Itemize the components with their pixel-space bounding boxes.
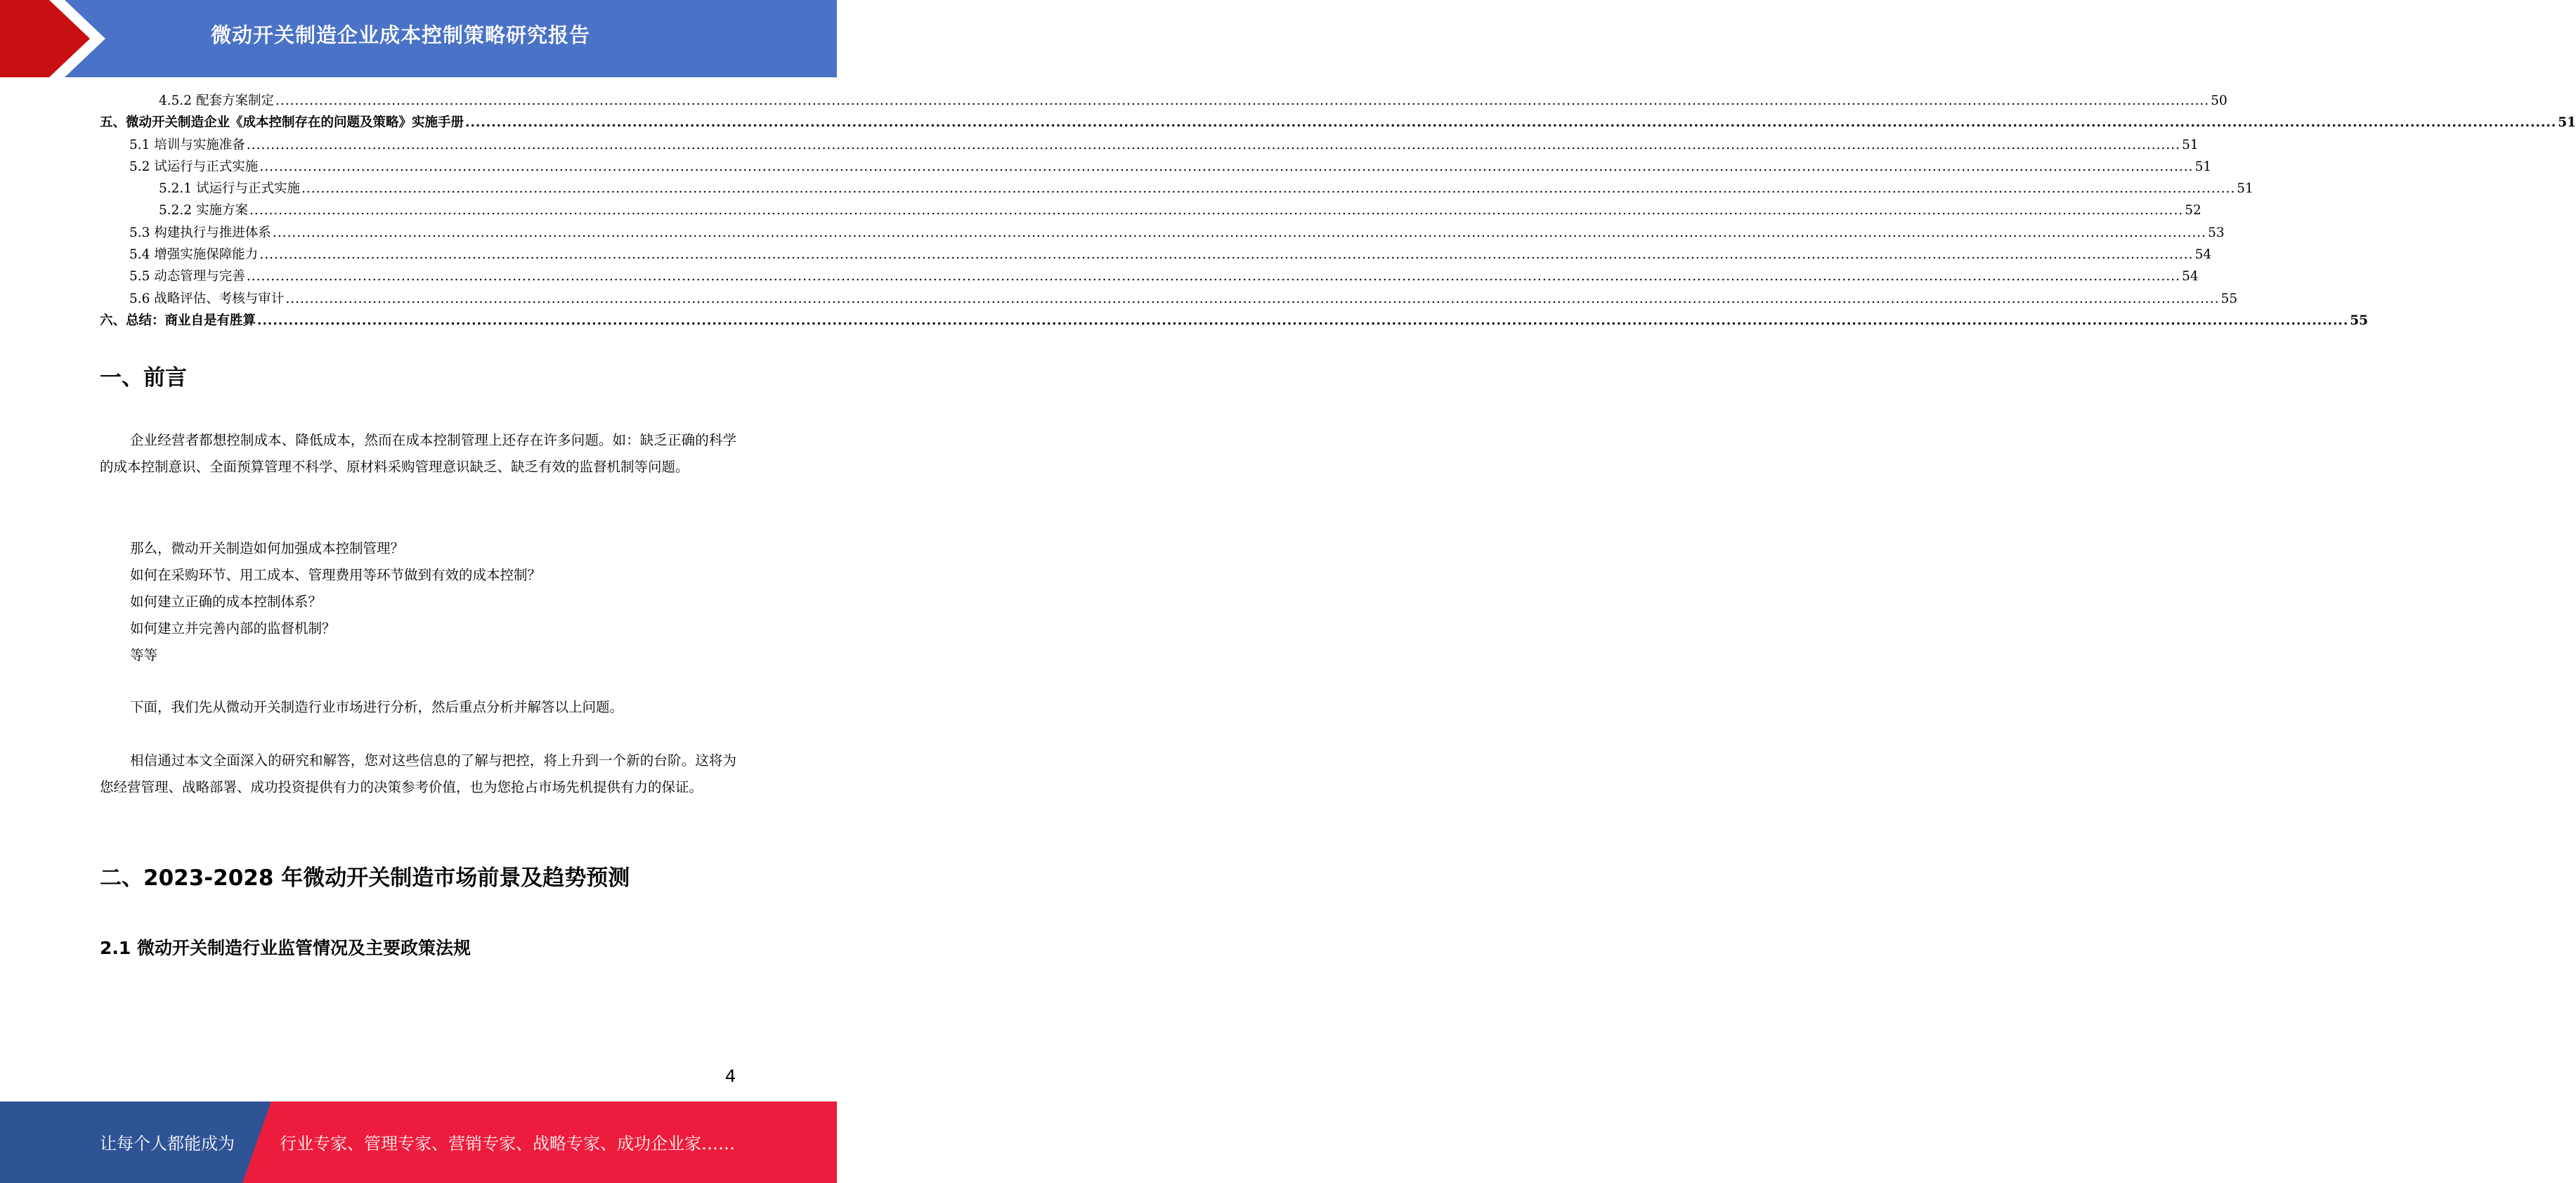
conclusion-paragraph: 相信通过本文全面深入的研究和解答，您对这些信息的了解与把控，将上升到一个新的台阶。这将为您经营管理、战略部署、成功投资提供有力的决策参考价值，也为您抢占市场先机提供有力的保证。 [100,752,736,795]
footer-slogan-right: 行业专家、管理专家、营销专家、战略专家、成功企业家…… [280,1134,735,1153]
toc-dot-leader: ................................................................................................................................................................................................................................................................................................................................................................................................................ [465,115,2557,131]
toc-entry[interactable] [100,266,2199,287]
table-of-contents [100,90,2576,332]
toc-entry-page: 55 [2350,313,2369,328]
toc-entry-label: 5.1 培训与实施准备 [129,137,245,152]
footer-slogan-left: 让每个人都能成为 [100,1134,235,1153]
toc-entry[interactable] [100,112,2576,133]
toc-entry-label: 5.6 战略评估、考核与审计 [129,291,285,306]
toc-dot-leader: ................................................................................................................................................................................................................................................................................................................................................................................................................ [246,137,2181,152]
page-header [0,0,837,77]
question-item: 如何建立正确的成本控制体系？ [130,594,323,610]
toc-entry-page: 52 [2185,203,2201,218]
toc-entry[interactable] [100,156,2212,178]
section-heading-preface: 一、前言 [100,365,187,391]
toc-entry-page: 53 [2208,225,2225,240]
section-heading-market-outlook: 二、2023-2028 年微动开关制造市场前景及趋势预测 [100,865,630,891]
subsection-heading-regulation: 2.1 微动开关制造行业监管情况及主要政策法规 [100,938,471,958]
toc-entry-page: 54 [2182,269,2199,285]
toc-entry-page: 55 [2220,291,2238,306]
page-number: 4 [725,1066,736,1086]
toc-entry[interactable] [100,310,2369,332]
toc-entry[interactable] [100,222,2225,244]
toc-entry-label: 六、总结：商业自是有胜算 [100,313,256,328]
toc-entry[interactable] [100,134,2199,156]
toc-entry[interactable] [100,200,2201,221]
question-item: 等等 [130,647,158,663]
question-item: 那么，微动开关制造如何加强成本控制管理？ [130,540,405,556]
toc-entry-page: 51 [2194,159,2212,174]
toc-entry-label: 5.3 构建执行与推进体系 [129,225,271,240]
toc-dot-leader: ................................................................................................................................................................................................................................................................................................................................................................................................................ [272,225,2207,240]
toc-entry[interactable] [100,90,2227,112]
toc-dot-leader: ................................................................................................................................................................................................................................................................................................................................................................................................................ [275,93,2210,108]
intro-paragraph: 企业经营者都想控制成本、降低成本，然而在成本控制管理上还存在许多问题。如：缺乏正确的科学的成本控制意识、全面预算管理不科学、原材料采购管理意识缺乏、缺乏有效的监督机制等问题。 [100,432,736,475]
toc-entry-page: 51 [2558,115,2576,131]
toc-dot-leader: ................................................................................................................................................................................................................................................................................................................................................................................................................ [285,291,2220,306]
analysis-paragraph: 下面，我们先从微动开关制造行业市场进行分析，然后重点分析并解答以上问题。 [130,699,624,715]
toc-entry-page: 51 [2237,181,2253,197]
toc-dot-leader: ................................................................................................................................................................................................................................................................................................................................................................................................................ [301,181,2236,197]
toc-entry-page: 54 [2194,247,2212,263]
toc-entry[interactable] [100,178,2253,200]
toc-dot-leader: ................................................................................................................................................................................................................................................................................................................................................................................................................ [259,159,2194,174]
question-list [130,535,541,669]
toc-entry[interactable] [100,288,2238,310]
toc-entry-label: 5.4 增强实施保障能力 [129,247,259,263]
page-footer [0,1102,837,1183]
toc-dot-leader: ................................................................................................................................................................................................................................................................................................................................................................................................................ [259,247,2194,263]
toc-entry-page: 50 [2211,93,2227,108]
toc-entry-label: 五、微动开关制造企业《成本控制存在的问题及策略》实施手册 [100,115,464,131]
toc-dot-leader: ................................................................................................................................................................................................................................................................................................................................................................................................................ [246,269,2181,285]
toc-dot-leader: ................................................................................................................................................................................................................................................................................................................................................................................................................ [249,203,2184,218]
question-item: 如何在采购环节、用工成本、管理费用等环节做到有效的成本控制？ [130,567,542,583]
header-title: 微动开关制造企业成本控制策略研究报告 [211,23,591,47]
toc-entry-label: 5.2.2 实施方案 [159,203,248,218]
question-item: 如何建立并完善内部的监督机制？ [130,620,336,636]
toc-entry-page: 51 [2182,137,2199,152]
toc-entry-label: 5.2.1 试运行与正式实施 [159,181,300,197]
toc-entry-label: 5.5 动态管理与完善 [129,269,245,285]
toc-entry[interactable] [100,244,2212,266]
toc-dot-leader: ................................................................................................................................................................................................................................................................................................................................................................................................................ [257,313,2349,328]
toc-entry-label: 5.2 试运行与正式实施 [129,159,259,174]
toc-entry-label: 4.5.2 配套方案制定 [159,93,274,108]
